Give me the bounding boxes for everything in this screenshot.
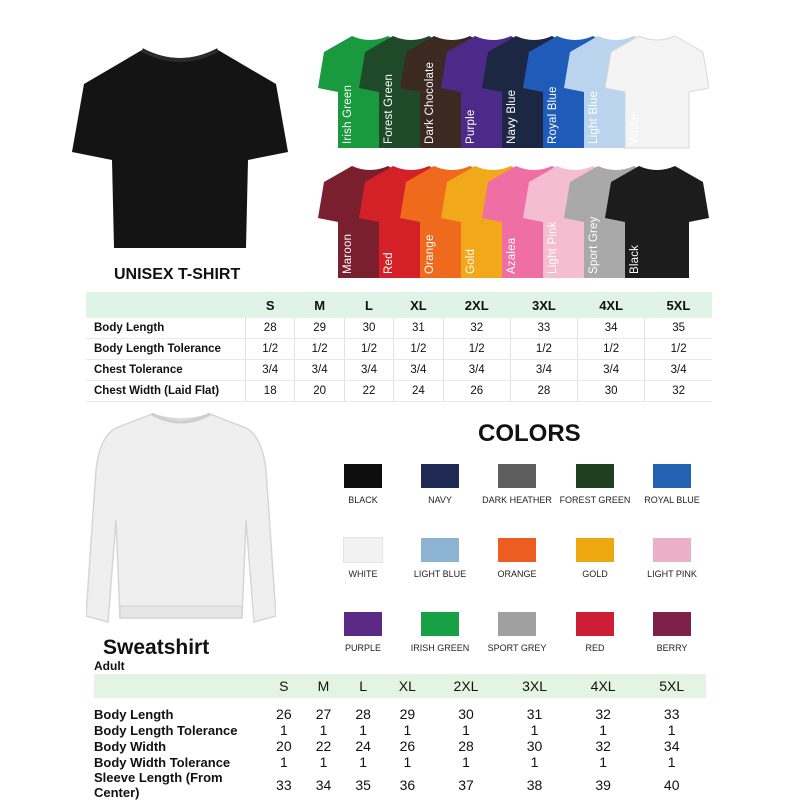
sweatshirt-size-cell: 1: [403, 722, 412, 738]
tshirt-color-label: Black: [629, 244, 641, 274]
tshirt-size-row-label: Chest Tolerance: [86, 360, 246, 381]
sweatshirt-size-cell: 1: [599, 754, 608, 770]
sweatshirt-size-cell: 30: [526, 738, 543, 754]
sweatshirt-size-cell: 38: [526, 777, 543, 793]
sweatshirt-size-cell: 28: [458, 738, 474, 754]
sweatshirt-size-row-label: Sleeve Length (From Center): [94, 770, 223, 800]
sweatshirt-size-cell: 1: [319, 722, 328, 738]
tshirt-size-cell: 33: [510, 318, 577, 339]
color-swatch-purple: [344, 612, 382, 636]
tshirt-size-header-row: [86, 292, 712, 318]
sweatshirt-size-cell: 1: [279, 722, 288, 738]
sweatshirt-size-cell: 27: [315, 706, 332, 722]
sweatshirt-size-cell: 37: [458, 777, 474, 793]
color-swatch-label: ROYAL BLUE: [644, 495, 700, 505]
sweatshirt-size-cell: 1: [462, 722, 470, 738]
tshirt-size-cell: 24: [394, 381, 443, 402]
tshirt-size-cell: 1/2: [645, 339, 712, 360]
color-swatch-label: PURPLE: [344, 643, 381, 653]
tshirt-size-header: L: [344, 292, 393, 318]
tshirt-size-cell: 3/4: [443, 360, 510, 381]
color-swatch-orange: [498, 538, 536, 562]
tshirt-size-cell: 1/2: [246, 339, 295, 360]
sweatshirt-size-cell: 22: [315, 738, 332, 754]
sweatshirt-size-header: 5XL: [637, 674, 706, 698]
tshirt-color-label: Light Blue: [588, 90, 600, 144]
white-sweatshirt-image: [86, 410, 276, 635]
tshirt-size-cell: 1/2: [295, 339, 344, 360]
sweatshirt-size-table: [94, 674, 706, 800]
sweatshirt-size-cell: 28: [355, 706, 371, 722]
tshirt-size-cell: 30: [344, 318, 393, 339]
sweatshirt-size-cell: 1: [319, 754, 328, 770]
sweatshirt-title: Sweatshirt: [103, 636, 210, 659]
color-swatch-forest-green: [576, 464, 614, 488]
tshirt-size-header: 4XL: [578, 292, 645, 318]
tshirt-size-header: 2XL: [443, 292, 510, 318]
tshirt-size-cell: 28: [246, 318, 295, 339]
sweatshirt-size-cell: 32: [595, 738, 611, 754]
sweatshirt-size-cell: 1: [667, 754, 676, 770]
sweatshirt-size-cell: 31: [526, 706, 543, 722]
tshirt-size-row-label: Chest Width (Laid Flat): [86, 381, 246, 402]
tshirt-color-label: Red: [383, 252, 395, 274]
tshirt-title: UNISEX T-SHIRT: [114, 266, 241, 283]
sweatshirt-size-cell: 1: [359, 722, 368, 738]
tshirt-color-label: Azalea: [506, 237, 518, 274]
sweatshirt-size-cell: 26: [399, 738, 416, 754]
sweatshirt-size-cell: 30: [458, 706, 474, 722]
tshirt-size-cell: 18: [246, 381, 295, 402]
color-swatch-label: DARK HEATHER: [482, 495, 552, 505]
color-swatch-label: SPORT GREY: [487, 643, 547, 653]
sweatshirt-size-cell: 1: [530, 722, 539, 738]
tshirt-color-label: White: [629, 113, 641, 144]
tshirt-size-row-label: Body Length Tolerance: [86, 339, 246, 360]
tshirt-size-row: [86, 381, 712, 402]
sweatshirt-size-header: 4XL: [569, 674, 638, 698]
color-swatch-light-blue: [421, 538, 459, 562]
tshirt-color-label: Orange: [424, 234, 436, 274]
tshirt-color-label: Dark Chocolate: [424, 61, 436, 144]
sweatshirt-size-cell: 35: [355, 777, 371, 793]
sweatshirt-size-cell: 36: [399, 777, 416, 793]
colors-title: COLORS: [478, 420, 581, 447]
tshirt-size-row: [86, 339, 712, 360]
color-swatch-label: BLACK: [348, 495, 378, 505]
tshirt-size-table: [86, 292, 712, 402]
tshirt-size-header: XL: [394, 292, 443, 318]
sweatshirt-size-cell: 24: [355, 738, 371, 754]
tshirt-size-cell: 1/2: [443, 339, 510, 360]
color-swatch-label: ORANGE: [497, 569, 537, 579]
sweatshirt-size-row-label: Body Length Tolerance: [94, 722, 238, 738]
tshirt-size-cell: 31: [394, 318, 443, 339]
tshirt-size-cell: 3/4: [578, 360, 645, 381]
sweatshirt-size-header: XL: [383, 674, 432, 698]
color-swatch-white: [344, 538, 382, 562]
sweatshirt-size-row: [94, 722, 706, 738]
sweatshirt-size-cell: 33: [276, 777, 292, 793]
tshirt-size-row: [86, 360, 712, 381]
black-tshirt-image: [70, 44, 290, 256]
color-swatch-navy: [421, 464, 459, 488]
color-swatch-royal-blue: [653, 464, 691, 488]
tshirt-size-cell: 1/2: [394, 339, 443, 360]
tshirt-size-cell: 32: [443, 318, 510, 339]
tshirt-size-cell: 29: [295, 318, 344, 339]
sweatshirt-size-cell: 34: [663, 738, 680, 754]
color-swatch-gold: [576, 538, 614, 562]
color-swatch-light-pink: [653, 538, 691, 562]
sweatshirt-size-header: M: [304, 674, 344, 698]
color-swatch-label: WHITE: [348, 569, 378, 579]
sweatshirt-size-cell: 29: [399, 706, 416, 722]
tshirt-size-cell: 34: [578, 318, 645, 339]
sweatshirt-size-cell: 1: [403, 754, 412, 770]
sweatshirt-size-row: [94, 706, 706, 722]
tshirt-size-cell: 30: [578, 381, 645, 402]
tshirt-color-label: Purple: [465, 109, 477, 144]
tshirt-size-cell: 3/4: [246, 360, 295, 381]
tshirt-size-cell: 3/4: [645, 360, 712, 381]
color-swatch-label: FOREST GREEN: [559, 495, 631, 505]
sweatshirt-size-cell: 34: [315, 777, 332, 793]
tshirt-size-cell: 3/4: [394, 360, 443, 381]
sweatshirt-size-header-blank: [94, 674, 264, 698]
color-swatch-black: [344, 464, 382, 488]
tshirt-color-label: Royal Blue: [547, 86, 559, 144]
tshirt-color-white: [605, 32, 709, 150]
sweatshirt-size-cell: 33: [663, 706, 680, 722]
sweatshirt-size-cell: 1: [462, 754, 470, 770]
tshirt-size-cell: 28: [510, 381, 577, 402]
tshirt-color-label: Navy Blue: [506, 89, 518, 144]
tshirt-size-cell: 35: [645, 318, 712, 339]
tshirt-size-header: S: [246, 292, 295, 318]
color-swatch-label: RED: [585, 643, 605, 653]
tshirt-color-label: Forest Green: [383, 73, 395, 144]
sweatshirt-size-header-row: [94, 674, 706, 698]
color-swatch-label: NAVY: [428, 495, 452, 505]
color-swatch-label: GOLD: [582, 569, 608, 579]
tshirt-color-label: Sport Grey: [588, 216, 600, 274]
sweatshirt-size-row: [94, 738, 706, 754]
tshirt-size-header-blank: [86, 292, 246, 318]
sweatshirt-size-cell: 1: [279, 754, 288, 770]
tshirt-size-header: 5XL: [645, 292, 712, 318]
color-swatch-label: BERRY: [656, 643, 688, 653]
tshirt-size-cell: 26: [443, 381, 510, 402]
sweatshirt-size-header: L: [343, 674, 383, 698]
sweatshirt-size-cell: 40: [663, 777, 680, 793]
color-swatch-label: LIGHT PINK: [647, 569, 697, 579]
sweatshirt-size-cell: 1: [530, 754, 539, 770]
tshirt-size-cell: 20: [295, 381, 344, 402]
sweatshirt-size-header: S: [264, 674, 304, 698]
tshirt-color-label: Maroon: [342, 233, 354, 274]
sweatshirt-size-row-label: Body Length: [94, 706, 174, 722]
sweatshirt-size-row-label: Body Width: [94, 738, 167, 754]
sweatshirt-subtitle: Adult: [94, 659, 125, 673]
tshirt-size-cell: 3/4: [344, 360, 393, 381]
sweatshirt-size-cell: 26: [276, 706, 292, 722]
tshirt-size-row-label: Body Length: [86, 318, 246, 339]
tshirt-color-label: Gold: [465, 248, 477, 274]
color-swatch-dark-heather: [498, 464, 536, 488]
sweatshirt-size-cell: 1: [599, 722, 608, 738]
color-swatch-red: [576, 612, 614, 636]
sweatshirt-size-cell: 1: [667, 722, 676, 738]
tshirt-color-label: Light Pink: [547, 221, 559, 274]
sweatshirt-size-cell: 20: [276, 738, 292, 754]
tshirt-color-label: Irish Green: [342, 84, 354, 144]
color-swatch-label: IRISH GREEN: [410, 643, 470, 653]
tshirt-size-header: 3XL: [510, 292, 577, 318]
color-swatch-irish-green: [421, 612, 459, 636]
tshirt-size-cell: 32: [645, 381, 712, 402]
tshirt-size-cell: 22: [344, 381, 393, 402]
sweatshirt-size-cell: 1: [359, 754, 368, 770]
tshirt-size-cell: 3/4: [510, 360, 577, 381]
sweatshirt-size-row: [94, 754, 706, 770]
tshirt-size-cell: 1/2: [510, 339, 577, 360]
sweatshirt-size-cell: 32: [595, 706, 611, 722]
color-swatch-sport-grey: [498, 612, 536, 636]
sweatshirt-size-cell: 39: [595, 777, 611, 793]
color-swatch-label: LIGHT BLUE: [413, 569, 467, 579]
tshirt-color-black: [605, 162, 709, 280]
sweatshirt-size-row: [94, 770, 706, 800]
tshirt-size-cell: 3/4: [295, 360, 344, 381]
tshirt-size-cell: 1/2: [578, 339, 645, 360]
sweatshirt-size-header: 3XL: [500, 674, 569, 698]
sweatshirt-size-row-label: Body Width Tolerance: [94, 754, 231, 770]
tshirt-size-header: M: [295, 292, 344, 318]
tshirt-size-row: [86, 318, 712, 339]
tshirt-size-cell: 1/2: [344, 339, 393, 360]
sweatshirt-size-header: 2XL: [432, 674, 501, 698]
color-swatch-berry: [653, 612, 691, 636]
